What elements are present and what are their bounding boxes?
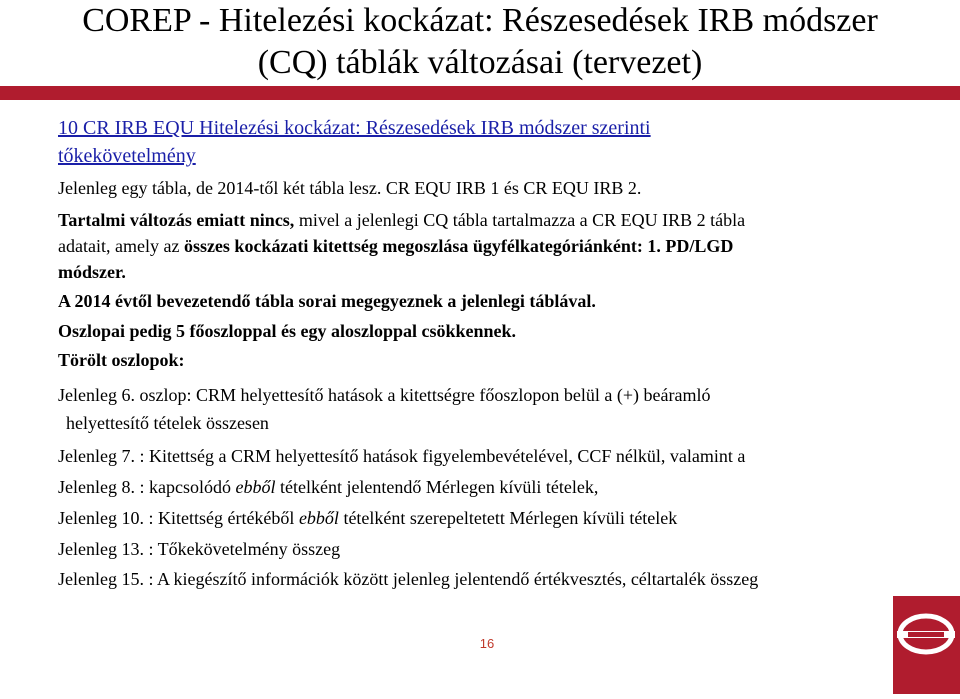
plain-text: Jelenleg 10. : Kitettség értékéből <box>58 508 299 528</box>
page-number: 16 <box>479 636 495 651</box>
deleted-column-7: Jelenleg 7. : Kitettség a CRM helyettesítő hatások figyelembevételével, CCF nélkül, valamint a <box>58 446 746 466</box>
paragraph-content-change-3: módszer. <box>58 262 126 282</box>
deleted-column-6-line-1: Jelenleg 6. oszlop: CRM helyettesítő hatások a kitettségre főoszlopon belül a (+) beáramló <box>58 385 711 405</box>
section-heading-link-line-2[interactable]: tőkekövetelmény <box>58 145 196 167</box>
deleted-column-13: Jelenleg 13. : Tőkekövetelmény összeg <box>58 539 341 559</box>
paragraph-content-change-1 <box>58 208 745 232</box>
plain-text: tételként jelentendő Mérlegen kívüli tételek, <box>275 477 599 497</box>
bold-text: összes kockázati kitettség megoszlása ügyfélkategóriánként: 1. PD/LGD <box>183 236 734 256</box>
title-line-1: COREP - Hitelezési kockázat: Részesedések IRB módszer <box>82 2 878 39</box>
header-divider-bar <box>0 86 960 100</box>
bold-text: Tartalmi változás emiatt nincs, <box>58 210 295 230</box>
plain-text: tételként szerepeltetett Mérlegen kívüli tételek <box>338 508 678 528</box>
paragraph-rows-match: A 2014 évtől bevezetendő tábla sorai megegyeznek a jelenlegi táblával. <box>58 291 596 311</box>
plain-text: Jelenleg 8. : kapcsolódó <box>58 477 236 497</box>
deleted-column-15: Jelenleg 15. : A kiegészítő információk között jelenleg jelentendő értékvesztés, céltartalék összeg <box>58 569 759 589</box>
paragraph-columns-reduced: Oszlopai pedig 5 főoszloppal és egy aloszloppal csökkennek. <box>58 321 517 341</box>
deleted-column-8 <box>58 475 598 499</box>
logo-emblem-icon <box>893 596 960 694</box>
italic-text: ebből <box>298 508 339 528</box>
deleted-column-6-line-2: helyettesítő tételek összesen <box>66 413 269 433</box>
paragraph-deleted-columns-label: Törölt oszlopok: <box>58 350 185 370</box>
plain-text: adatait, amely az <box>58 236 184 256</box>
section-heading-link-line-1[interactable]: 10 CR IRB EQU Hitelezési kockázat: Részesedések IRB módszer szerinti <box>58 117 651 139</box>
paragraph-table-count: Jelenleg egy tábla, de 2014-től két tábla lesz. CR EQU IRB 1 és CR EQU IRB 2. <box>58 178 642 198</box>
deleted-column-10 <box>58 506 677 530</box>
institution-logo <box>893 596 960 694</box>
italic-text: ebből <box>235 477 276 497</box>
paragraph-content-change-2 <box>58 234 733 258</box>
plain-text: mivel a jelenlegi CQ tábla tartalmazza a CR EQU IRB 2 tábla <box>294 210 746 230</box>
page-title <box>0 0 960 84</box>
title-line-2: (CQ) táblák változásai (tervezet) <box>257 44 703 81</box>
